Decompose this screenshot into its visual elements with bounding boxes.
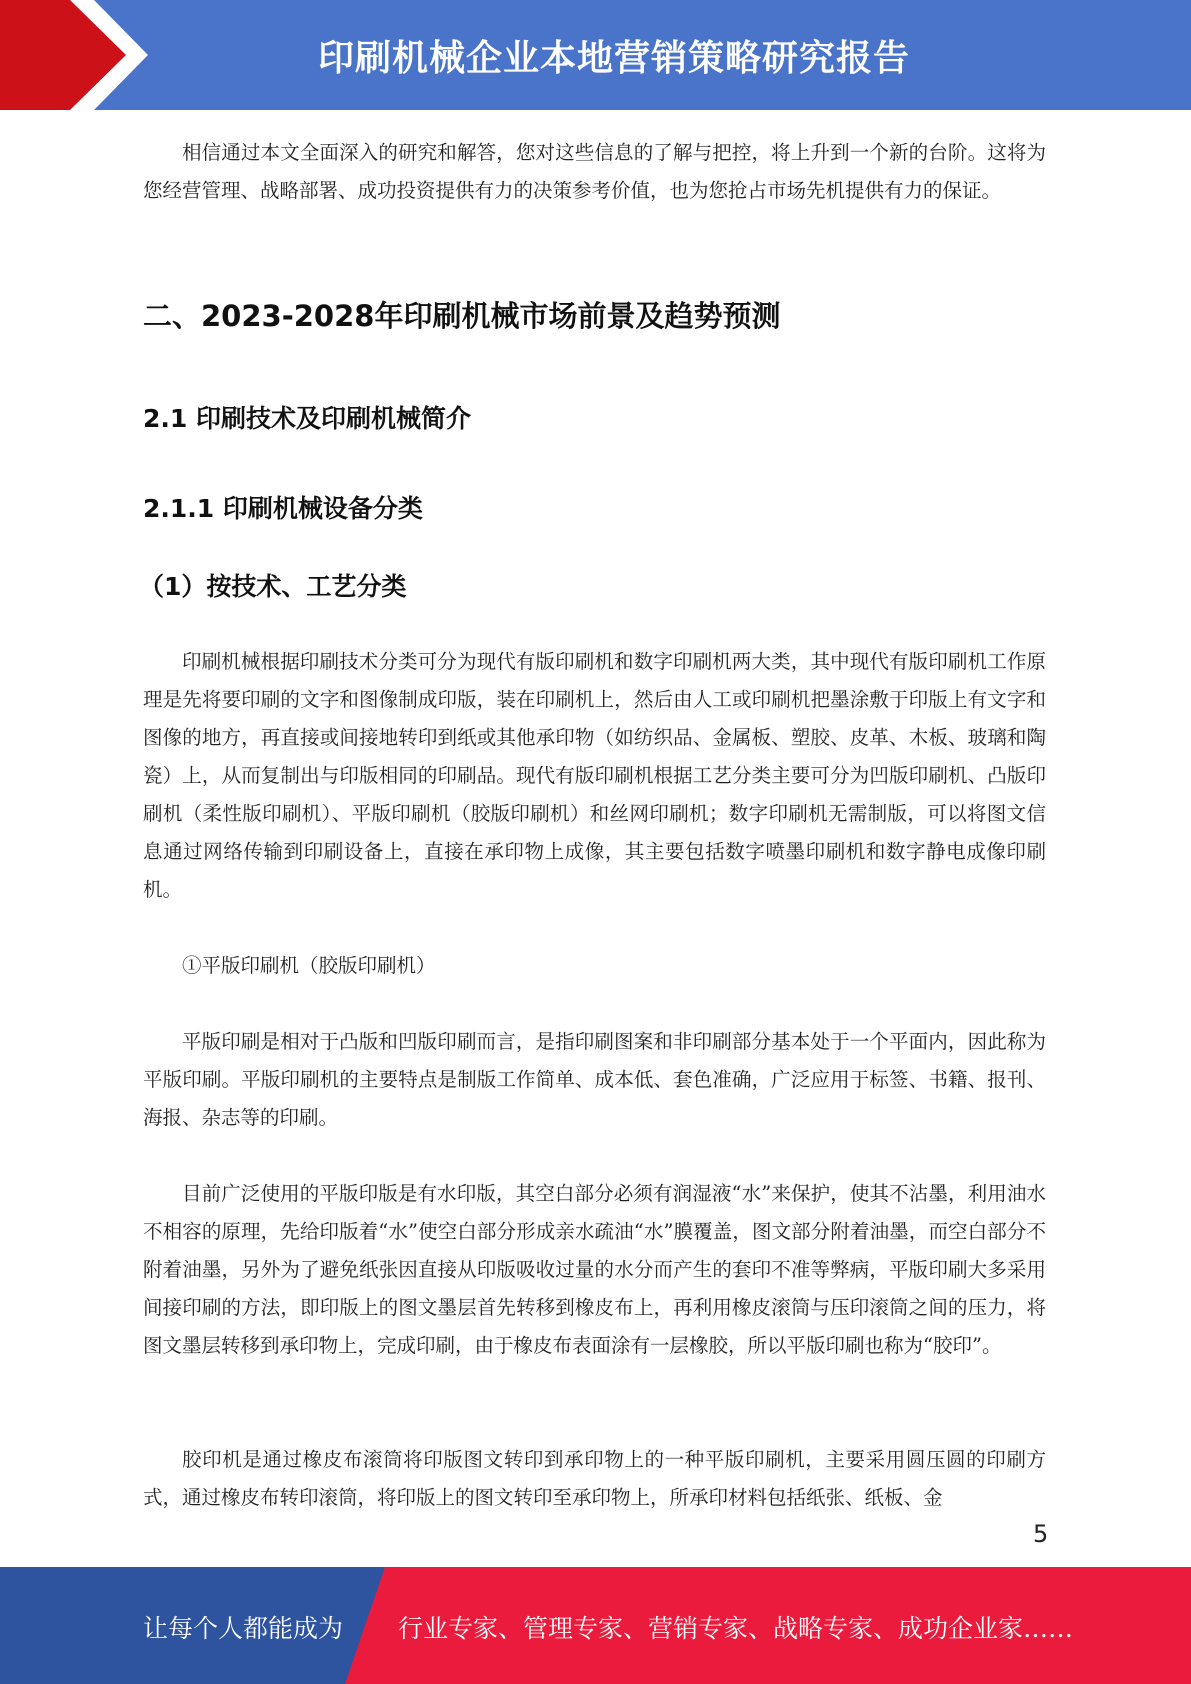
- category-heading: （1）按技术、工艺分类: [139, 572, 407, 601]
- page-header: [0, 0, 1191, 110]
- subsection-heading: 2.1 印刷技术及印刷机械简介: [143, 404, 471, 433]
- page-number: 5: [1033, 1520, 1049, 1548]
- header-arrow-decoration: [0, 0, 160, 110]
- report-title: 印刷机械企业本地营销策略研究报告: [318, 38, 911, 79]
- subsubsection-heading: 2.1.1 印刷机械设备分类: [143, 494, 423, 523]
- footer-slogan-right: 行业专家、管理专家、营销专家、战略专家、成功企业家……: [398, 1614, 1074, 1643]
- lithography-paragraph: 平版印刷是相对于凸版和凹版印刷而言，是指印刷图案和非印刷部分基本处于一个平面内，因此称为平版印刷。平版印刷机的主要特点是制版工作简单、成本低、套色准确，广泛应用于标签、书籍、报刊、海报、杂志等的印刷。: [143, 1030, 1046, 1129]
- plates-paragraph: 目前广泛使用的平版印版是有水印版，其空白部分必须有润湿液“水”来保护，使其不沾墨，利用油水不相容的原理，先给印版着“水”使空白部分形成亲水疏油“水”膜覆盖，图文部分附着油墨，而空白部分不附着油墨，另外为了避免纸张因直接从印版吸收过量的水分而产生的套印不准等弊病，平版印刷大多采用间接印刷的方法，即印版上的图文墨层首先转移到橡皮布上，再利用橡皮滚筒与压印滚筒之间的压力，将图文墨层转移到承印物上，完成印刷，由于橡皮布表面涂有一层橡胶，所以平版印刷也称为“胶印”。: [143, 1182, 1046, 1357]
- footer-slogan-left: 让每个人都能成为: [143, 1614, 344, 1643]
- intro-paragraph: 相信通过本文全面深入的研究和解答，您对这些信息的了解与把控，将上升到一个新的台阶。这将为您经营管理、战略部署、成功投资提供有力的决策参考价值，也为您抢占市场先机提供有力的保证。: [143, 141, 1046, 202]
- classification-paragraph: 印刷机械根据印刷技术分类可分为现代有版印刷机和数字印刷机两大类，其中现代有版印刷机工作原理是先将要印刷的文字和图像制成印版，装在印刷机上，然后由人工或印刷机把墨涂敷于印版上有文字和图像的地方，再直接或间接地转印到纸或其他承印物（如纺织品、金属板、塑胶、皮革、木板、玻璃和陶瓷）上，从而复制出与印版相同的印刷品。现代有版印刷机根据工艺分类主要可分为凹版印刷机、凸版印刷机（柔性版印刷机）、平版印刷机（胶版印刷机）和丝网印刷机；数字印刷机无需制版，可以将图文信息通过网络传输到印刷设备上，直接在承印物上成像，其主要包括数字喷墨印刷机和数字静电成像印刷机。: [143, 650, 1046, 901]
- page-footer: [0, 1567, 1191, 1684]
- offset-paragraph: 胶印机是通过橡皮布滚筒将印版图文转印到承印物上的一种平版印刷机，主要采用圆压圆的印刷方式，通过橡皮布转印滚筒，将印版上的图文转印至承印物上，所承印材料包括纸张、纸板、金: [143, 1448, 1046, 1509]
- lithography-item-label: ①平版印刷机（胶版印刷机）: [182, 954, 436, 977]
- section-heading: 二、2023-2028年印刷机械市场前景及趋势预测: [143, 299, 781, 333]
